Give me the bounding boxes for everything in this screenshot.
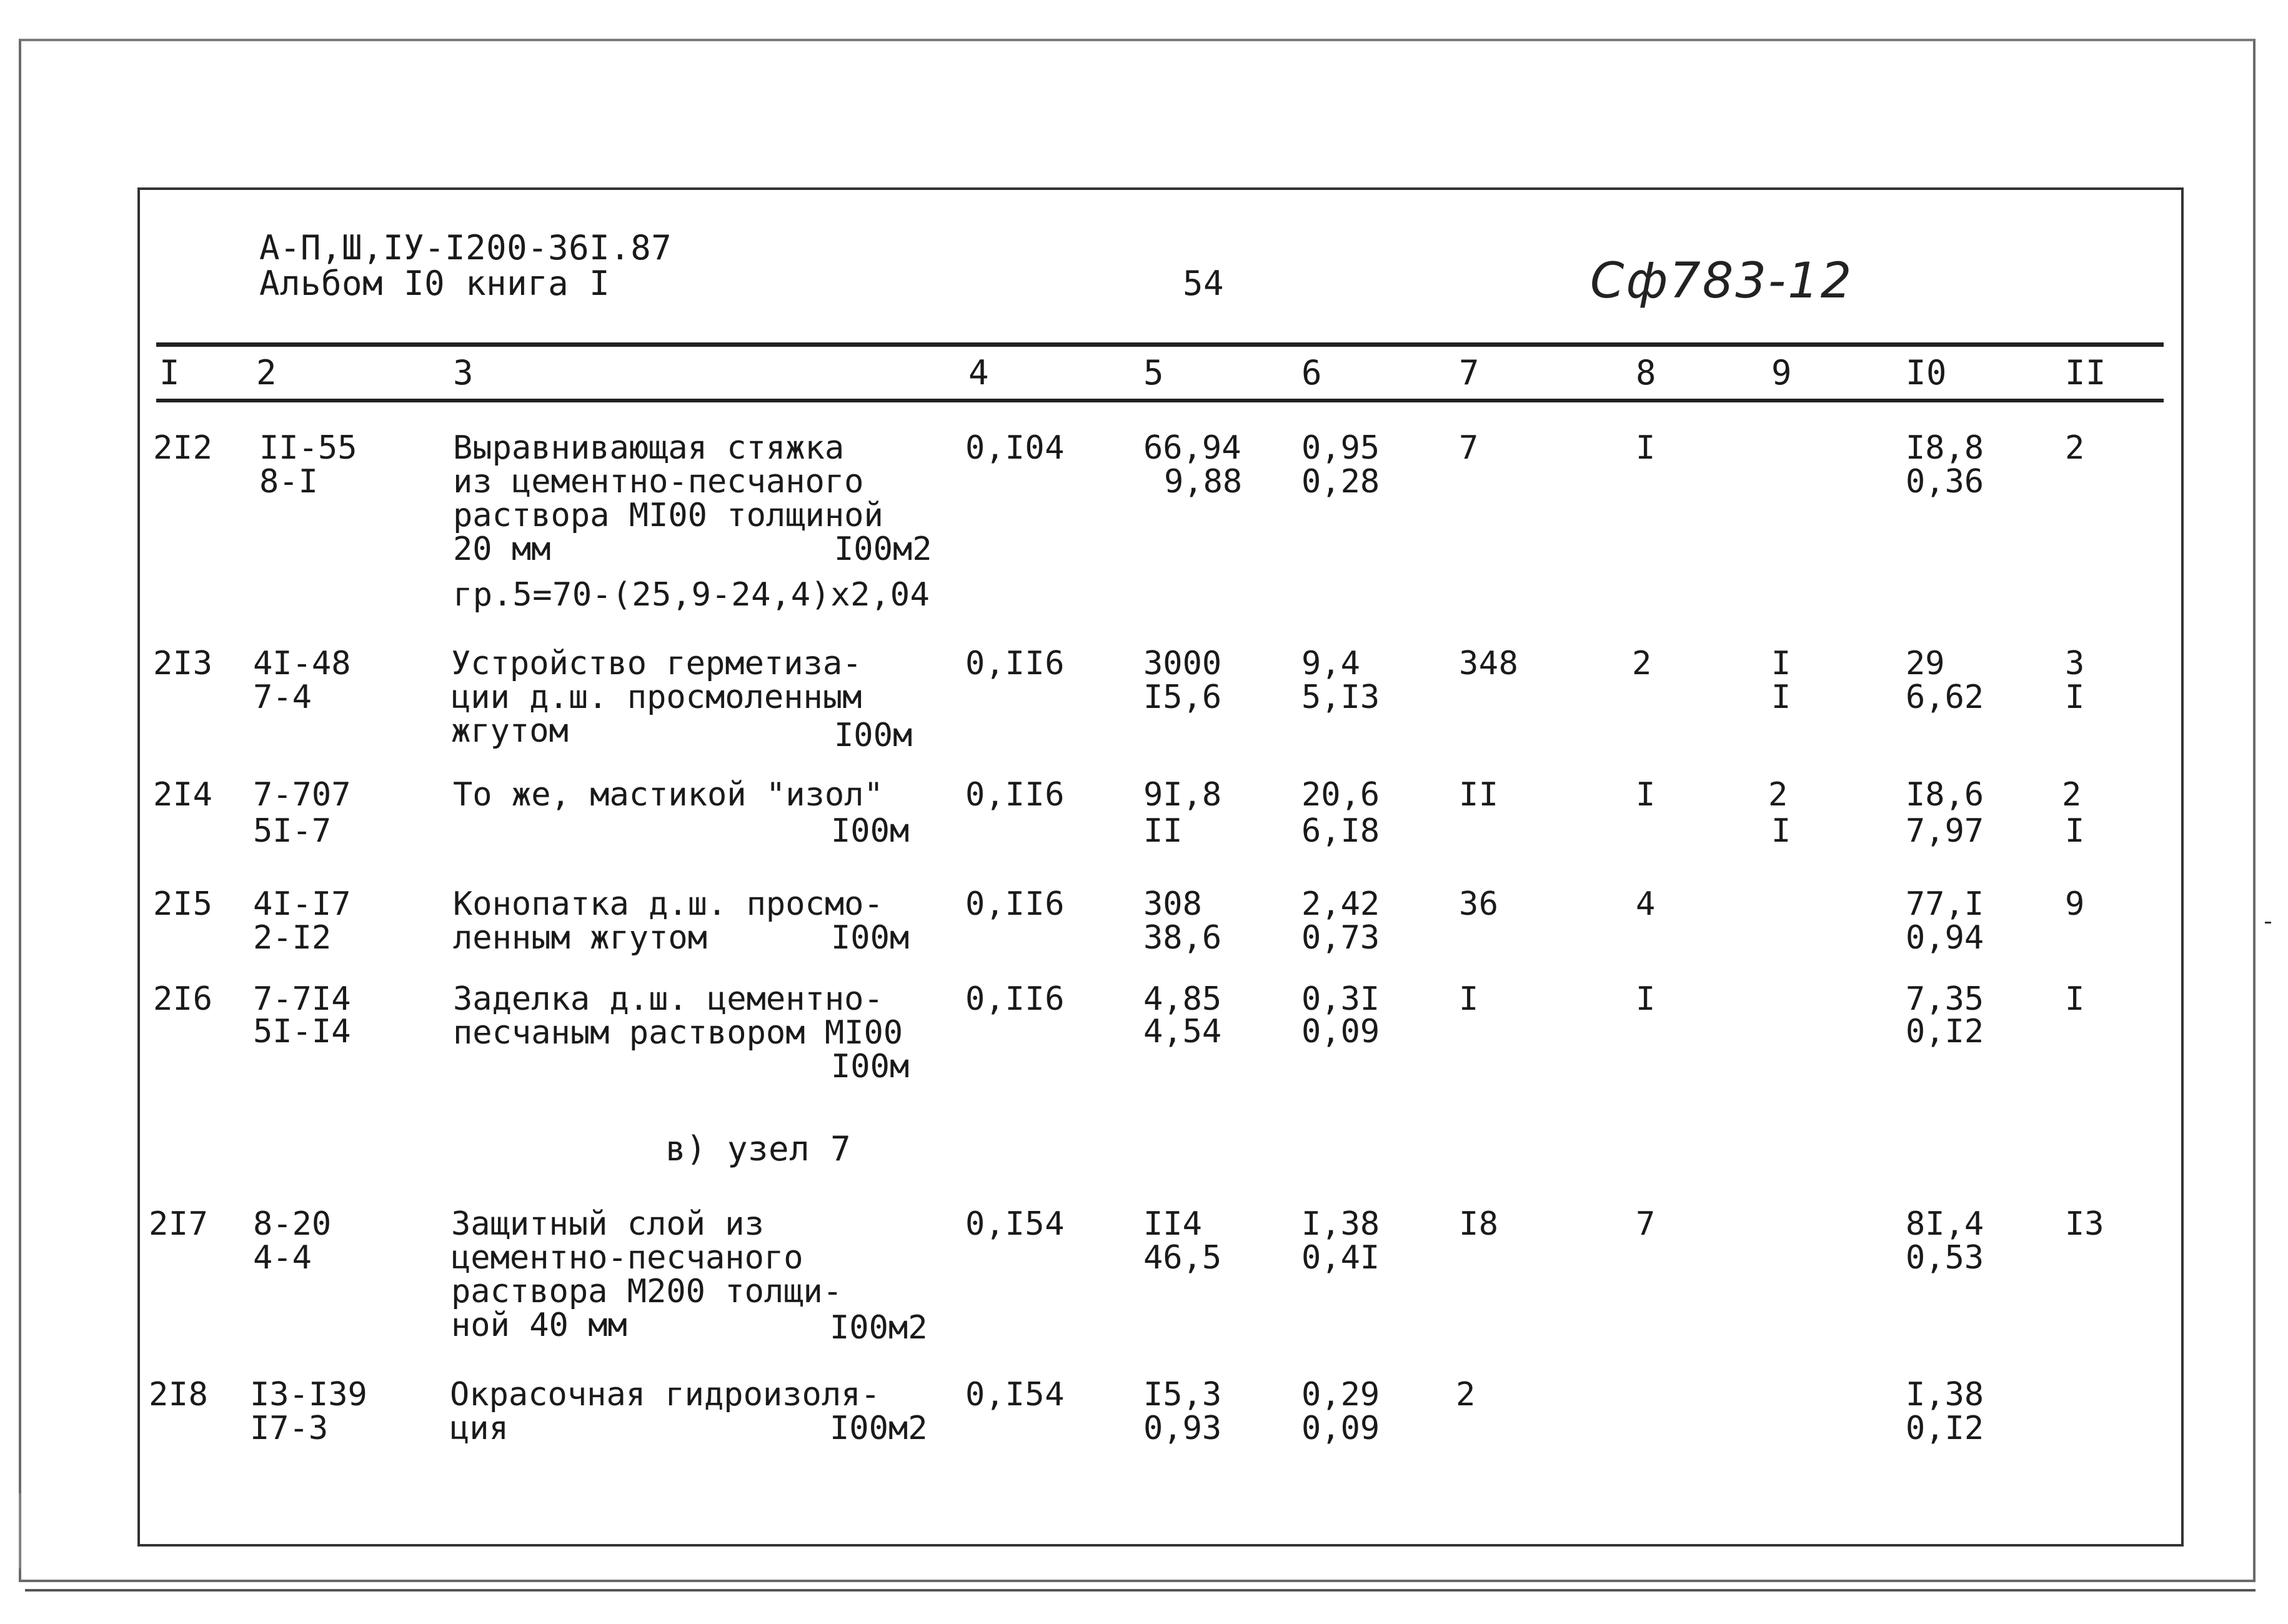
header-top-rule xyxy=(156,342,2164,347)
col5-value-2: II xyxy=(1143,812,1183,850)
code-2: 5I-I4 xyxy=(253,1013,351,1050)
col-header-10: I0 xyxy=(1906,353,1947,392)
col6-value-1: I,38 xyxy=(1301,1205,1380,1243)
col10-value-2: 0,53 xyxy=(1906,1239,1984,1277)
col11-value-2: I xyxy=(2065,679,2085,716)
col6-value-1: 0,3I xyxy=(1301,980,1380,1018)
col6-value-1: 9,4 xyxy=(1301,645,1360,682)
col8-value: 4 xyxy=(1636,885,1656,923)
unit: I00м2 xyxy=(830,1410,928,1447)
col10-value-1: 8I,4 xyxy=(1906,1205,1984,1243)
code-1: 8-20 xyxy=(253,1205,332,1243)
work-description: Защитный слой из цементно-песчаного раствора М200 толщи- ной 40 мм xyxy=(451,1205,843,1344)
col8-value: I xyxy=(1636,429,1656,467)
code-2: 8-I xyxy=(259,463,318,501)
col4-value: 0,I54 xyxy=(965,1205,1065,1243)
col10-value-2: 0,I2 xyxy=(1906,1410,1984,1447)
col6-value-2: 0,28 xyxy=(1301,463,1380,501)
album-title: Альбом I0 книга I xyxy=(259,264,610,303)
code-1: 4I-48 xyxy=(253,645,351,682)
col11-value-2: I xyxy=(2065,812,2085,850)
code-1: 7-707 xyxy=(253,776,351,814)
col-header-2: 2 xyxy=(256,353,277,392)
col4-value: 0,II6 xyxy=(965,885,1065,923)
col-header-8: 8 xyxy=(1636,353,1657,392)
col11-value-1: 9 xyxy=(2065,885,2085,923)
doc-code: А-П,Ш,IУ-I200-36I.87 xyxy=(259,228,672,267)
col6-value-2: 0,73 xyxy=(1301,919,1380,957)
col-header-11: II xyxy=(2065,353,2107,392)
unit: I00м xyxy=(834,717,913,754)
col4-value: 0,II6 xyxy=(965,776,1065,814)
col10-value-2: 6,62 xyxy=(1906,679,1984,716)
col5-value-1: II4 xyxy=(1143,1205,1202,1243)
col8-value: 7 xyxy=(1636,1205,1656,1243)
col6-value-2: 5,I3 xyxy=(1301,679,1380,716)
col6-value-1: 0,29 xyxy=(1301,1376,1380,1413)
col5-value-1: 308 xyxy=(1143,885,1202,923)
col5-value-1: 9I,8 xyxy=(1143,776,1222,814)
col7-value: I8 xyxy=(1459,1205,1499,1243)
work-description: Конопатка д.ш. просмо- ленным жгутом xyxy=(453,885,883,957)
work-description: То же, мастикой "изол" xyxy=(453,776,883,814)
code-2: I7-3 xyxy=(250,1410,329,1447)
col6-value-1: 2,42 xyxy=(1301,885,1380,923)
margin-tick xyxy=(2265,922,2271,924)
row-number: 2I7 xyxy=(149,1205,209,1243)
calc-note: гр.5=70-(25,9-24,4)x2,04 xyxy=(453,576,930,614)
col-header-9: 9 xyxy=(1771,353,1793,392)
code-2: 4-4 xyxy=(253,1239,312,1277)
col7-value: 7 xyxy=(1459,429,1479,467)
code-2: 7-4 xyxy=(253,679,312,716)
col6-value-2: 0,09 xyxy=(1301,1410,1380,1447)
col10-value-2: 7,97 xyxy=(1906,812,1984,850)
col9-value-2: I xyxy=(1771,812,1791,850)
row-number: 2I4 xyxy=(153,776,213,814)
col8-value: I xyxy=(1636,980,1656,1018)
page-number: 54 xyxy=(1183,264,1225,303)
col5-value-2: 4,54 xyxy=(1143,1013,1222,1050)
col11-value-1: 2 xyxy=(2062,776,2082,814)
row-number: 2I2 xyxy=(153,429,213,467)
col10-value-1: 7,35 xyxy=(1906,980,1984,1018)
section-title: в) узел 7 xyxy=(665,1129,852,1168)
document-stamp: Сф783-12 xyxy=(1590,253,1854,309)
col10-value-2: 0,94 xyxy=(1906,919,1984,957)
col6-value-1: 20,6 xyxy=(1301,776,1380,814)
col8-value: I xyxy=(1636,776,1656,814)
col10-value-1: I8,6 xyxy=(1906,776,1984,814)
unit: I00м xyxy=(831,1048,910,1085)
col5-value-1: 4,85 xyxy=(1143,980,1222,1018)
col9-value-2: I xyxy=(1771,679,1791,716)
code-1: II-55 xyxy=(259,429,357,467)
col6-value-1: 0,95 xyxy=(1301,429,1380,467)
col7-value: I xyxy=(1459,980,1479,1018)
code-2: 2-I2 xyxy=(253,919,332,957)
code-1: 4I-I7 xyxy=(253,885,351,923)
work-description: Устройство герметиза- ции д.ш. просмоленным жгутом xyxy=(451,645,862,750)
col5-value-2: I5,6 xyxy=(1143,679,1222,716)
col11-value-1: I3 xyxy=(2065,1205,2104,1243)
col4-value: 0,II6 xyxy=(965,645,1065,682)
col7-value: 2 xyxy=(1456,1376,1476,1413)
unit: I00м2 xyxy=(830,1309,928,1347)
row-number: 2I8 xyxy=(149,1376,209,1413)
code-1: 7-7I4 xyxy=(253,980,351,1018)
work-description: Выравнивающая стяжка из цементно-песчаного раствора МI00 толщиной 20 мм xyxy=(453,429,883,568)
work-description: Заделка д.ш. цементно- песчаным раствором МI00 xyxy=(453,980,903,1052)
col4-value: 0,II6 xyxy=(965,980,1065,1018)
col11-value-1: 3 xyxy=(2065,645,2085,682)
col9-value-1: 2 xyxy=(1768,776,1788,814)
col10-value-1: 29 xyxy=(1906,645,1945,682)
col-header-7: 7 xyxy=(1459,353,1480,392)
col8-value: 2 xyxy=(1632,645,1652,682)
col7-value: II xyxy=(1459,776,1499,814)
work-description: Окрасочная гидроизоля- ция xyxy=(450,1376,880,1447)
col10-value-1: I8,8 xyxy=(1906,429,1984,467)
col10-value-1: I,38 xyxy=(1906,1376,1984,1413)
col5-value-2: 38,6 xyxy=(1143,919,1222,957)
col10-value-2: 0,36 xyxy=(1906,463,1984,501)
col11-value-1: 2 xyxy=(2065,429,2085,467)
col4-value: 0,I54 xyxy=(965,1376,1065,1413)
unit: I00м2 xyxy=(834,531,932,568)
col5-value-1: I5,3 xyxy=(1143,1376,1222,1413)
col10-value-1: 77,I xyxy=(1906,885,1984,923)
col9-value-1: I xyxy=(1771,645,1791,682)
code-1: I3-I39 xyxy=(250,1376,367,1413)
col-header-4: 4 xyxy=(968,353,990,392)
col5-value-2: 9,88 xyxy=(1164,463,1243,501)
col11-value-1: I xyxy=(2065,980,2085,1018)
unit: I00м xyxy=(831,919,910,957)
header-bottom-rule xyxy=(156,399,2164,402)
row-number: 2I6 xyxy=(153,980,213,1018)
col4-value: 0,I04 xyxy=(965,429,1065,467)
col6-value-2: 6,I8 xyxy=(1301,812,1380,850)
col10-value-2: 0,I2 xyxy=(1906,1013,1984,1050)
col7-value: 348 xyxy=(1459,645,1519,682)
col5-value-2: 46,5 xyxy=(1143,1239,1222,1277)
outer-frame-bottom-edge xyxy=(25,1589,2256,1592)
margin-mark xyxy=(19,1493,21,1568)
unit: I00м xyxy=(831,812,910,850)
col7-value: 36 xyxy=(1459,885,1499,923)
col-header-1: I xyxy=(159,353,181,392)
col6-value-2: 0,09 xyxy=(1301,1013,1380,1050)
col-header-3: 3 xyxy=(453,353,474,392)
row-number: 2I5 xyxy=(153,885,213,923)
code-2: 5I-7 xyxy=(253,812,332,850)
col6-value-2: 0,4I xyxy=(1301,1239,1380,1277)
col5-value-1: 66,94 xyxy=(1143,429,1241,467)
col5-value-2: 0,93 xyxy=(1143,1410,1222,1447)
col-header-6: 6 xyxy=(1301,353,1323,392)
col-header-5: 5 xyxy=(1143,353,1165,392)
row-number: 2I3 xyxy=(153,645,213,682)
col5-value-1: 3000 xyxy=(1143,645,1222,682)
